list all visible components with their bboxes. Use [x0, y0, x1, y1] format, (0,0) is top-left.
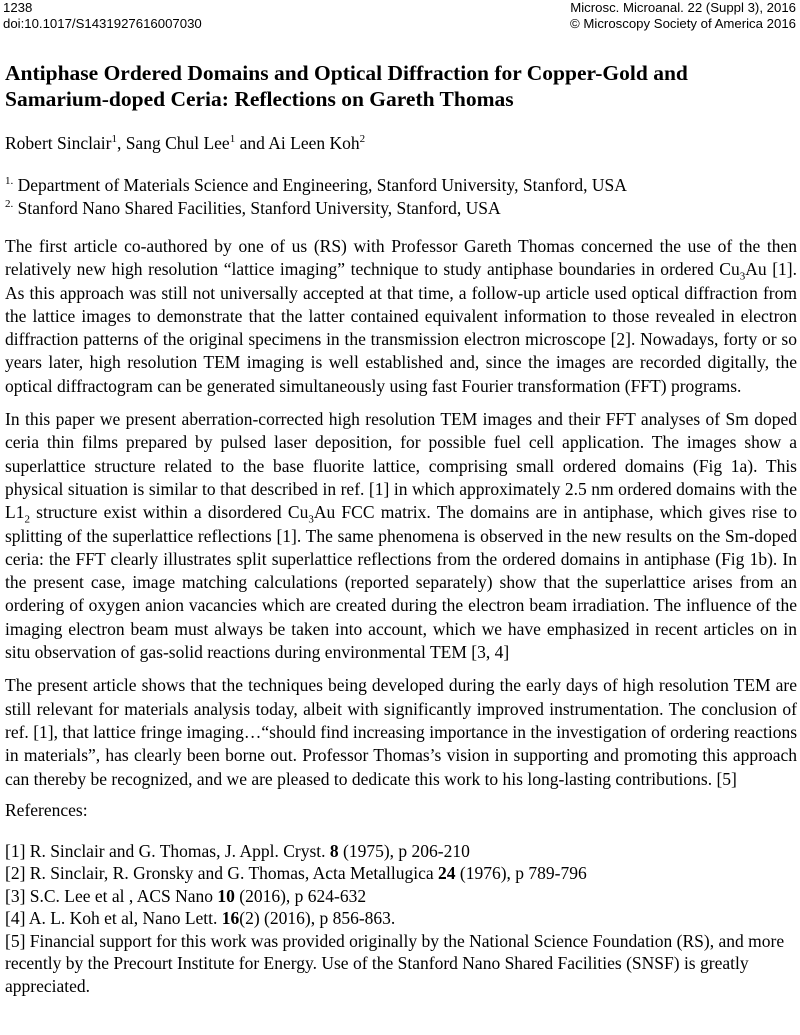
reference-text: [2] R. Sinclair, R. Gronsky and G. Thomas, Acta Metallugica — [5, 863, 438, 884]
reference-list — [5, 840, 797, 998]
paragraph-text: In this paper we present aberration-corrected high resolution TEM images and their FFT analyses of Sm doped ceria thin films prepared by pulsed laser deposition, for possible fuel cell application. The images show a superlattice structure related to the base fluorite lattice, comprising small ordered domains (Fig 1a). This physical situation is similar to that described in ref. [1] in which approximately 2.5 nm ordered domains with the L1 — [5, 409, 797, 523]
author-affil-marker: 1 — [111, 133, 117, 146]
paragraph-text: structure exist within a disordered Cu — [29, 502, 309, 523]
reference-volume: 24 — [438, 863, 456, 884]
reference-item — [5, 840, 797, 863]
affiliations — [5, 174, 797, 220]
affiliation-text: Stanford Nano Shared Facilities, Stanford University, Stanford, USA — [17, 198, 501, 218]
subscript: 3 — [739, 270, 746, 283]
reference-text: (2) (2016), p 856-863. — [239, 908, 396, 929]
reference-text: [1] R. Sinclair and G. Thomas, J. Appl. Cryst. — [5, 840, 330, 861]
author-name: Robert Sinclair — [5, 133, 112, 153]
header-left — [3, 0, 202, 32]
affiliation-marker: 2. — [5, 198, 14, 211]
reference-text: [5] Financial support for this work was provided originally by the National Science Foundation (RS), and more recently by the Precourt Institute for Energy. Use of the Stanford Nano Shared Facilities (SNSF) is greatly appreciated. — [5, 930, 785, 996]
reference-volume: 8 — [329, 840, 339, 861]
affiliation-text: Department of Materials Science and Engineering, Stanford University, Stanford, USA — [17, 175, 627, 195]
header-right — [570, 0, 796, 32]
affiliation — [5, 197, 797, 220]
author-separator: , — [116, 133, 126, 153]
author-affil-marker: 1 — [229, 133, 236, 146]
author-name: Ai Leen Koh — [268, 133, 360, 153]
reference-item — [5, 885, 797, 908]
doi: doi:10.1017/S1431927616007030 — [3, 16, 202, 31]
references-heading: References: — [5, 799, 88, 820]
reference-text: [4] A. L. Koh et al, Nano Lett. — [5, 908, 222, 929]
page-title: Antiphase Ordered Domains and Optical Diffraction for Copper-Gold and Samarium-doped Ceria: Reflections on Gareth Thomas — [5, 61, 688, 111]
reference-item — [5, 907, 797, 930]
journal-citation: Microsc. Microanal. 22 (Suppl 3), 2016 — [570, 0, 796, 15]
reference-text: [3] S.C. Lee et al , ACS Nano — [5, 885, 218, 906]
reference-volume: 16 — [221, 908, 240, 929]
paragraph-intro — [5, 235, 797, 398]
page-number: 1238 — [3, 0, 33, 15]
paragraph-text: Au [1]. As this approach was still not universally accepted at that time, a follow-up article used optical diffraction from the lattice images to demonstrate that the latter contained equivalent information to those revealed in electron diffraction patterns of the original specimens in the transmission electron microscope [2]. Nowadays, forty or so years later, high resolution TEM imaging is well established and, since the images are recorded digitally, the optical diffractogram can be generated simultaneously using fast Fourier transformation (FFT) programs. — [5, 259, 797, 396]
author-name: Sang Chul Lee — [125, 133, 230, 153]
author-separator: and — [235, 133, 269, 153]
article-body — [5, 60, 797, 997]
reference-volume: 10 — [217, 885, 235, 906]
reference-item — [5, 930, 797, 998]
paragraph-conclusion: The present article shows that the techniques being developed during the early days of high resolution TEM are still relevant for materials analysis today, albeit with significantly improved instrumentation. The conclusion of ref. [1], that lattice fringe imaging…“should find increasing importance in the investigation of ordering reactions in materials”, has clearly been borne out. Professor Thomas’s vision in supporting and promoting this approach can thereby be recognized, and we are pleased to dedicate this work to his long-lasting contributions. [5] — [5, 675, 797, 789]
author-affil-marker: 2 — [359, 133, 366, 146]
reference-text: (1976), p 789-796 — [455, 863, 587, 884]
subscript: 3 — [308, 513, 314, 526]
affiliation — [5, 174, 797, 197]
paragraph-text: The first article co-authored by one of us (RS) with Professor Gareth Thomas concerned the use of the then relatively new high resolution “lattice imaging” technique to study antiphase boundaries in ordered Cu — [5, 236, 797, 280]
running-header — [0, 0, 800, 34]
paragraph-text: Au FCC matrix. The domains are in antiphase, which gives rise to splitting of the superlattice reflections [1]. The same phenomena is observed in the new results on the Sm-doped ceria: the FFT clearly illustrates split superlattice reflections from the ordered domains in antiphase (Fig 1b). In the present case, image matching calculations (reported separately) show that the superlattice arises from an ordering of oxygen anion vacancies which are created during the electron beam irradiation. The influence of the imaging electron beam must always be taken into account, which we have emphasized in recent articles on in situ observation of gas-solid reactions during environmental TEM [3, 4] — [5, 502, 797, 663]
paragraph-results — [5, 408, 797, 664]
reference-item — [5, 862, 797, 885]
reference-text: (1975), p 206-210 — [338, 840, 470, 861]
subscript: 2 — [24, 513, 30, 526]
author-list — [5, 132, 797, 154]
copyright: © Microscopy Society of America 2016 — [570, 16, 796, 31]
reference-text: (2016), p 624-632 — [234, 885, 367, 906]
affiliation-marker: 1. — [5, 175, 14, 188]
